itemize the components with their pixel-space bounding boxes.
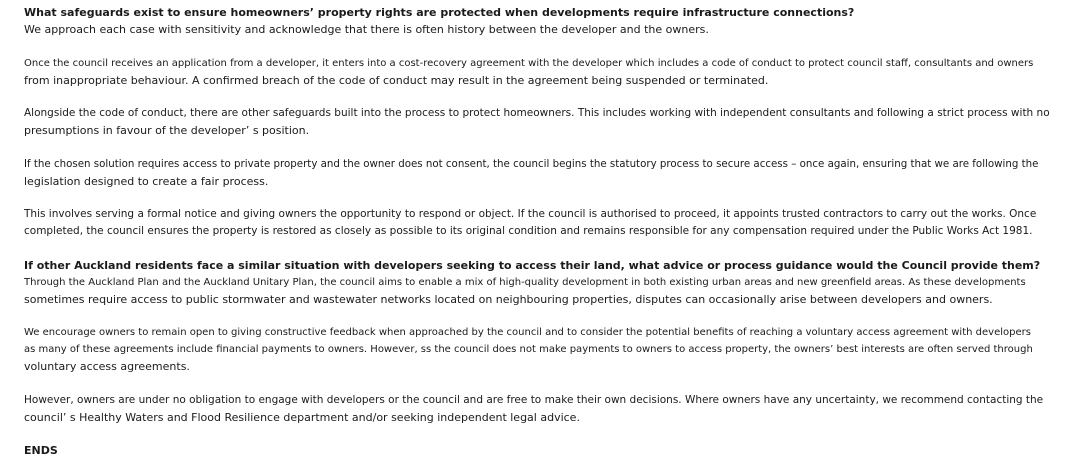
paragraph-gap — [24, 38, 1050, 55]
answer-line: Alongside the code of conduct, there are other safeguards built into the process to protect homeowners. This includes working with independent consultants and following a strict process with no — [24, 107, 1050, 119]
question-heading-safeguards: What safeguards exist to ensure homeowners’ property rights are protected when developments require infrastructure connections? — [24, 6, 855, 19]
paragraph-gap — [24, 139, 1050, 156]
answer-line: council’ s Healthy Waters and Flood Resilience department and/or seeking independent legal advice. — [24, 410, 580, 424]
answer-line: presumptions in favour of the developer’ s position. — [24, 124, 310, 137]
paragraph-gap — [24, 89, 1050, 106]
answer-line: Once the council receives an application from a developer, it enters into a cost-recovery agreement with the developer which includes a code of conduct to protect council staff, consultants and owners — [24, 57, 1034, 69]
question-heading-advice: If other Auckland residents face a similar situation with developers seeking to access their land, what advice or process guidance would the Council provide them? — [24, 258, 1041, 272]
ends-marker: ENDS — [24, 444, 58, 457]
answer-line: Through the Auckland Plan and the Auckland Unitary Plan, the council aims to enable a mix of high-quality development in both existing urban areas and new greenfield areas. As these developments — [24, 276, 1026, 288]
answer-line: We approach each case with sensitivity and acknowledge that there is often history between the developer and the owners. — [24, 23, 709, 36]
answer-line: from inappropriate behaviour. A confirmed breach of the code of conduct may result in the agreement being suspended or terminated. — [24, 73, 769, 87]
paragraph-gap — [24, 190, 1050, 207]
paragraph-gap — [24, 308, 1050, 325]
answer-line: as many of these agreements include financial payments to owners. However, ss the council does not make payments to owners to access property, the owners’ best interests are often served through — [24, 344, 1033, 355]
paragraph-gap — [24, 375, 1050, 392]
answer-line: This involves serving a formal notice and giving owners the opportunity to respond or object. If the council is authorised to proceed, it appoints trusted contractors to carry out the works. Once — [24, 208, 1037, 220]
answer-line: voluntary access agreements. — [24, 360, 190, 373]
paragraph-gap — [24, 426, 1050, 443]
answer-line: sometimes require access to public stormwater and wastewater networks located on neighbouring properties, disputes can occasionally arise between developers and owners. — [24, 292, 993, 306]
answer-line: We encourage owners to remain open to giving constructive feedback when approached by the council and to consider the potential benefits of reaching a voluntary access agreement with developers — [24, 327, 1031, 338]
answer-line: completed, the council ensures the property is restored as closely as possible to its original condition and remains responsible for any compensation required under the Public Works Act 1981. — [24, 225, 1033, 237]
answer-line: legislation designed to create a fair process. — [24, 174, 269, 188]
answer-line: If the chosen solution requires access to private property and the owner does not consent, the council begins the statutory process to secure access – once again, ensuring that we are following the — [24, 157, 1039, 170]
paragraph-gap — [24, 240, 1050, 257]
answer-line: However, owners are under no obligation to engage with developers or the council and are free to make their own decisions. Where owners have any uncertainty, we recommend contacting the — [24, 393, 1044, 406]
